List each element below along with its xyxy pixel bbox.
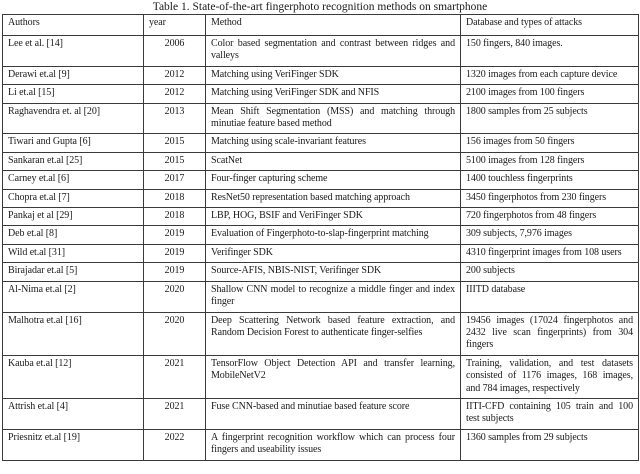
cell-year: 2017 (144, 171, 206, 189)
cell-method: Matching using scale-invariant features (206, 134, 461, 152)
cell-database: 1360 samples from 29 subjects (461, 429, 639, 460)
cell-method: A fingerprint recognition workflow which can process four fingers and useability issues (206, 429, 461, 460)
table-row (3, 281, 639, 312)
cell-authors: Deb et.al [8] (3, 226, 144, 244)
cell-database: 156 images from 50 fingers (461, 134, 639, 152)
cell-year: 2012 (144, 66, 206, 84)
table-row (3, 398, 639, 429)
cell-method: Mean Shift Segmentation (MSS) and matching through minutiae feature based method (206, 103, 461, 134)
cell-method: ScatNet (206, 152, 461, 170)
cell-database: Training, validation, and test datasets consisted of 1176 images, 168 images, and 784 images, respectively (461, 355, 639, 398)
cell-authors: Li et.al [15] (3, 85, 144, 103)
cell-database: 1400 touchless fingerprints (461, 171, 639, 189)
table-row (3, 171, 639, 189)
cell-year: 2018 (144, 208, 206, 226)
table-row (3, 36, 639, 67)
cell-authors: Birajadar et.al [5] (3, 263, 144, 281)
cell-method: Verifinger SDK (206, 244, 461, 262)
cell-authors: Lee et al. [14] (3, 36, 144, 67)
cell-year: 2018 (144, 189, 206, 207)
cell-year: 2021 (144, 355, 206, 398)
cell-database: 200 subjects (461, 263, 639, 281)
cell-year: 2012 (144, 85, 206, 103)
cell-method: Deep Scattering Network based feature extraction, and Random Decision Forest to authenticate finger-selfies (206, 312, 461, 355)
cell-method: Matching using VeriFinger SDK (206, 66, 461, 84)
table-body (3, 36, 639, 461)
cell-database: 3450 fingerphotos from 230 fingers (461, 189, 639, 207)
table-row (3, 152, 639, 170)
table-row (3, 134, 639, 152)
cell-year: 2015 (144, 134, 206, 152)
cell-database: 5100 images from 128 fingers (461, 152, 639, 170)
cell-method: ResNet50 representation based matching approach (206, 189, 461, 207)
cell-database: IIITD database (461, 281, 639, 312)
cell-authors: Raghavendra et. al [20] (3, 103, 144, 134)
cell-year: 2019 (144, 263, 206, 281)
table-header (3, 15, 639, 36)
table-row (3, 429, 639, 460)
table-row (3, 85, 639, 103)
cell-year: 2020 (144, 312, 206, 355)
cell-method: Color based segmentation and contrast between ridges and valleys (206, 36, 461, 67)
table-row (3, 208, 639, 226)
cell-year: 2019 (144, 226, 206, 244)
table-row (3, 226, 639, 244)
table-row (3, 263, 639, 281)
cell-database: 1800 samples from 25 subjects (461, 103, 639, 134)
cell-database: 2100 images from 100 fingers (461, 85, 639, 103)
cell-method: Evaluation of Fingerphoto-to-slap-fingerprint matching (206, 226, 461, 244)
cell-database: 150 fingers, 840 images. (461, 36, 639, 67)
cell-authors: Sankaran et.al [25] (3, 152, 144, 170)
cell-method: Shallow CNN model to recognize a middle finger and index finger (206, 281, 461, 312)
column-header-authors: Authors (3, 15, 144, 36)
column-header-method: Method (206, 15, 461, 36)
cell-authors: Wild et.al [31] (3, 244, 144, 262)
cell-authors: Chopra et.al [7] (3, 189, 144, 207)
cell-year: 2020 (144, 281, 206, 312)
cell-method: Source-AFIS, NBIS-NIST, Verifinger SDK (206, 263, 461, 281)
cell-method: Four-finger capturing scheme (206, 171, 461, 189)
cell-authors: Pankaj et al [29] (3, 208, 144, 226)
cell-authors: Al-Nima et.al [2] (3, 281, 144, 312)
cell-year: 2006 (144, 36, 206, 67)
cell-method: Matching using VeriFinger SDK and NFIS (206, 85, 461, 103)
table-row (3, 103, 639, 134)
cell-method: Fuse CNN-based and minutiae based feature score (206, 398, 461, 429)
column-header-year: year (144, 15, 206, 36)
cell-database: 1320 images from each capture device (461, 66, 639, 84)
table-row (3, 66, 639, 84)
cell-authors: Kauba et.al [12] (3, 355, 144, 398)
table-row (3, 355, 639, 398)
cell-authors: Malhotra et.al [16] (3, 312, 144, 355)
cell-database: IITI-CFD containing 105 train and 100 test subjects (461, 398, 639, 429)
cell-authors: Carney et.al [6] (3, 171, 144, 189)
cell-authors: Priesnitz et.al [19] (3, 429, 144, 460)
column-header-database: Database and types of attacks (461, 15, 639, 36)
cell-year: 2015 (144, 152, 206, 170)
cell-authors: Attrish et.al [4] (3, 398, 144, 429)
cell-database: 4310 fingerprint images from 108 users (461, 244, 639, 262)
table-caption: Table 1. State-of-the-art fingerphoto recognition methods on smartphone (152, 1, 488, 13)
cell-database: 19456 images (17024 fingerphotos and 2432 live scan fingerprints) from 304 fingers (461, 312, 639, 355)
cell-database: 720 fingerphotos from 48 fingers (461, 208, 639, 226)
cell-year: 2021 (144, 398, 206, 429)
table-row (3, 189, 639, 207)
cell-authors: Derawi et.al [9] (3, 66, 144, 84)
cell-database: 309 subjects, 7,976 images (461, 226, 639, 244)
cell-authors: Tiwari and Gupta [6] (3, 134, 144, 152)
header-row (3, 15, 639, 36)
cell-method: LBP, HOG, BSIF and VeriFinger SDK (206, 208, 461, 226)
methods-table (2, 14, 639, 461)
cell-method: TensorFlow Object Detection API and transfer learning, MobileNetV2 (206, 355, 461, 398)
cell-year: 2019 (144, 244, 206, 262)
cell-year: 2013 (144, 103, 206, 134)
cell-year: 2022 (144, 429, 206, 460)
table-row (3, 312, 639, 355)
table-row (3, 244, 639, 262)
